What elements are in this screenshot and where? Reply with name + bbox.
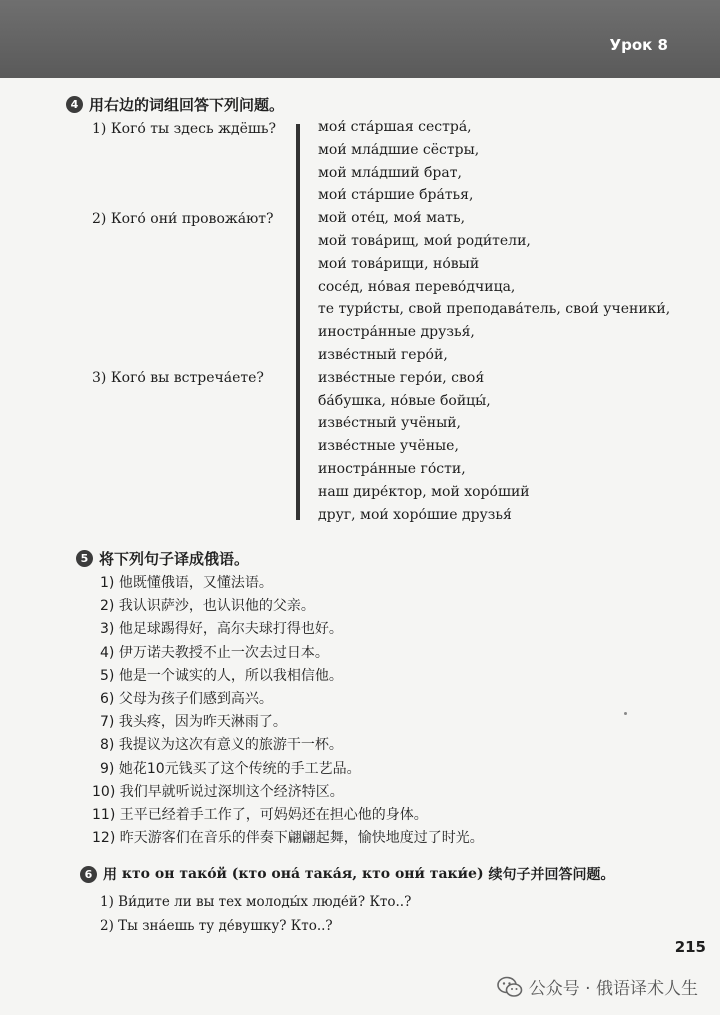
section-number-badge: 5: [76, 550, 93, 567]
item-text: 我头疼，因为昨天淋雨了。: [118, 714, 287, 731]
translation-item: [92, 781, 484, 804]
section-6-instruction-pre: 用: [103, 867, 117, 883]
word-item: мои́ мла́дшие сёстры,: [318, 141, 480, 158]
item-number: 12): [92, 830, 116, 847]
section-6-instruction-ru: кто он тако́й (кто она́ така́я, кто они́ таки́е): [121, 866, 484, 882]
word-item: наш дире́ктор, мой хоро́ший: [318, 483, 530, 500]
translation-item: [100, 734, 484, 757]
page-number: 215: [674, 938, 706, 956]
item-number: 9): [100, 760, 115, 777]
translation-item: [100, 595, 484, 618]
divider-bar: [296, 124, 300, 520]
item-text: 伊万诺夫教授不止一次去过日本。: [118, 644, 329, 661]
item-number: 10): [92, 783, 116, 800]
item-number: 7): [100, 714, 115, 731]
section-5-heading: [76, 548, 249, 569]
translation-item: [100, 711, 484, 734]
section-6-instruction-post: 续句子并回答问题。: [488, 867, 615, 883]
word-item: иностра́нные друзья́,: [318, 324, 475, 341]
section-5-instruction: 将下列句子译成俄语。: [99, 550, 250, 568]
item-number: 4): [100, 644, 115, 661]
word-item: мои́ това́рищи, но́вый: [318, 255, 480, 272]
translation-item: [100, 572, 484, 595]
translation-item: [100, 665, 484, 688]
item-text: 父母为孩子们感到高兴。: [118, 691, 273, 708]
word-item: изве́стные геро́и, своя́: [318, 369, 485, 386]
header-band: [0, 0, 720, 78]
lesson-title: Урок 8: [609, 36, 668, 54]
translation-item: [92, 827, 484, 850]
question-list: [100, 890, 411, 938]
item-number: 6): [100, 691, 115, 708]
item-number: 2): [100, 598, 115, 615]
question-item: 2) Ты зна́ешь ту де́вушку? Кто..?: [100, 918, 333, 934]
word-item: друг, мои́ хоро́шие друзья́: [318, 506, 512, 523]
scan-speck: [624, 712, 627, 715]
translation-item: [100, 688, 484, 711]
translation-item: [92, 804, 484, 827]
word-item: изве́стный геро́й,: [318, 346, 448, 363]
word-item: изве́стные учёные,: [318, 438, 459, 455]
word-item: мой мла́дший брат,: [318, 164, 462, 181]
section-4-heading: [66, 94, 284, 115]
item-text: 我提议为这次有意义的旅游干一杯。: [118, 737, 343, 754]
word-item: те тури́сты, свой преподава́тель, свои́ ученики́,: [318, 301, 671, 318]
word-item: моя́ ста́ршая сестра́,: [318, 119, 472, 135]
question-1: 1) Кого́ ты здесь ждёшь?: [92, 121, 277, 137]
word-item: мой оте́ц, моя́ мать,: [318, 210, 466, 227]
wechat-icon: [497, 976, 523, 998]
section-6-heading: [80, 864, 614, 884]
section-number-badge: 4: [66, 96, 83, 113]
question-3: 3) Кого́ вы встреча́ете?: [92, 370, 264, 386]
section-4-instruction: 用右边的词组回答下列问题。: [89, 96, 285, 114]
translation-item: [100, 642, 484, 665]
word-list: [318, 116, 670, 526]
watermark-text: 公众号 · 俄语译术人生: [528, 979, 698, 999]
word-item: мой това́рищ, мои́ роди́тели,: [318, 232, 531, 249]
item-text: 他是一个诚实的人，所以我相信他。: [118, 667, 343, 684]
question-2: 2) Кого́ они́ провожа́ют?: [92, 211, 274, 227]
item-number: 5): [100, 667, 115, 684]
item-text: 他足球踢得好，高尔夫球打得也好。: [118, 621, 343, 638]
translation-item: [100, 618, 484, 641]
item-text: 我认识萨沙，也认识他的父亲。: [118, 598, 315, 615]
section-number-badge: 6: [80, 866, 97, 883]
item-text: 昨天游客们在音乐的伴奏下翩翩起舞，愉快地度过了时光。: [119, 830, 484, 847]
item-number: 1): [100, 575, 115, 591]
translation-item: [100, 758, 484, 781]
word-item: изве́стный учёный,: [318, 415, 462, 432]
item-text: 他既懂俄语，又懂法语。: [118, 575, 273, 591]
watermark: [497, 974, 698, 999]
item-number: 3): [100, 621, 115, 638]
word-item: ба́бушка, но́вые бойцы́,: [318, 392, 491, 409]
question-item: 1) Ви́дите ли вы тех молоды́х люде́й? Кто..?: [100, 894, 412, 910]
item-text: 她花10元钱买了这个传统的手工艺品。: [118, 760, 361, 777]
item-number: 11): [92, 807, 116, 824]
item-text: 我们早就听说过深圳这个经济特区。: [119, 783, 344, 800]
word-item: иностра́нные го́сти,: [318, 460, 466, 477]
item-number: 8): [100, 737, 115, 754]
translation-list: [92, 572, 484, 850]
word-item: мои́ ста́ршие бра́тья,: [318, 187, 474, 204]
item-text: 王平已经着手工作了，可妈妈还在担心他的身体。: [119, 807, 428, 824]
word-item: сосе́д, но́вая перево́дчица,: [318, 278, 516, 295]
